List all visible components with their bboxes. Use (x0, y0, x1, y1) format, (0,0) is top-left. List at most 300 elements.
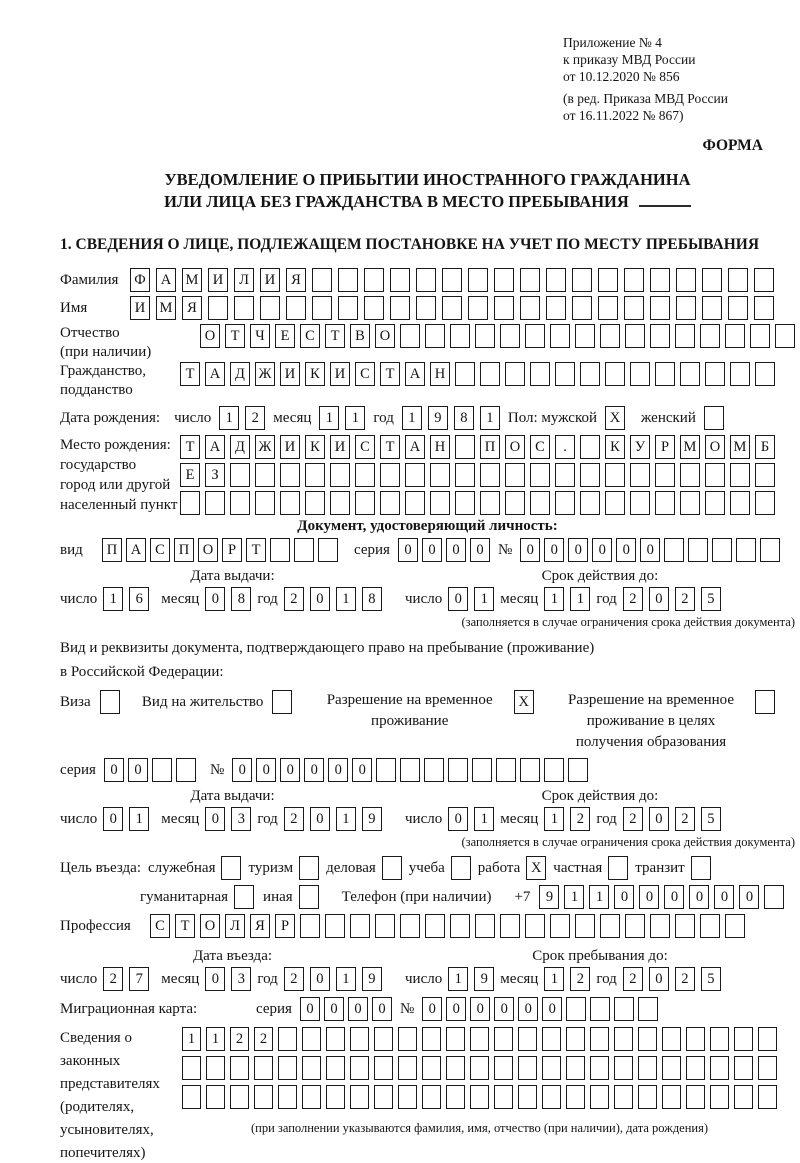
char-cell[interactable] (605, 362, 625, 386)
char-cell[interactable] (405, 463, 425, 487)
char-cell[interactable] (425, 914, 445, 938)
char-cell[interactable] (500, 914, 520, 938)
char-cell[interactable] (446, 1056, 465, 1080)
char-cell[interactable]: А (205, 435, 225, 459)
char-cell[interactable] (260, 296, 280, 320)
char-cell[interactable] (730, 362, 750, 386)
char-cell[interactable]: 0 (300, 997, 320, 1021)
char-cell[interactable]: И (330, 435, 350, 459)
char-cell[interactable] (280, 463, 300, 487)
char-cell[interactable]: Д (230, 362, 250, 386)
char-cell[interactable] (520, 296, 540, 320)
char-cell[interactable] (500, 324, 520, 348)
char-cell[interactable] (710, 1056, 729, 1080)
char-cell[interactable] (600, 324, 620, 348)
char-cell[interactable]: Т (380, 435, 400, 459)
char-cell[interactable]: 1 (544, 967, 564, 991)
char-cell[interactable] (480, 491, 500, 515)
char-cell[interactable]: А (126, 538, 146, 562)
char-cell[interactable] (380, 491, 400, 515)
char-cell[interactable]: 1 (402, 406, 422, 430)
char-cell[interactable] (710, 1027, 729, 1051)
char-cell[interactable] (758, 1056, 777, 1080)
char-cell[interactable] (700, 914, 720, 938)
char-cell[interactable] (330, 463, 350, 487)
char-cell[interactable] (430, 463, 450, 487)
char-cell[interactable] (525, 324, 545, 348)
char-cell[interactable] (530, 463, 550, 487)
char-cell[interactable]: 0 (544, 538, 564, 562)
char-cell[interactable] (590, 997, 610, 1021)
char-cell[interactable]: 0 (422, 538, 442, 562)
char-cell[interactable] (580, 463, 600, 487)
char-cell[interactable] (650, 296, 670, 320)
char-cell[interactable] (380, 463, 400, 487)
char-cell[interactable] (470, 1027, 489, 1051)
char-cell[interactable] (598, 268, 618, 292)
char-cell[interactable] (555, 463, 575, 487)
char-cell[interactable]: 2 (623, 807, 643, 831)
char-cell[interactable] (664, 538, 684, 562)
char-cell[interactable]: 1 (336, 807, 356, 831)
char-cell[interactable]: 8 (362, 587, 382, 611)
char-cell[interactable] (686, 1056, 705, 1080)
char-cell[interactable]: О (200, 324, 220, 348)
char-cell[interactable] (630, 362, 650, 386)
char-cell[interactable] (655, 491, 675, 515)
char-cell[interactable]: И (130, 296, 150, 320)
char-cell[interactable] (688, 538, 708, 562)
char-cell[interactable] (442, 296, 462, 320)
char-cell[interactable]: 9 (362, 967, 382, 991)
char-cell[interactable]: 0 (205, 807, 225, 831)
char-cell[interactable]: 0 (328, 758, 348, 782)
char-cell[interactable] (455, 362, 475, 386)
char-cell[interactable] (302, 1027, 321, 1051)
char-cell[interactable]: О (375, 324, 395, 348)
char-cell[interactable] (206, 1056, 225, 1080)
char-cell[interactable] (520, 758, 540, 782)
char-cell[interactable] (542, 1056, 561, 1080)
char-cell[interactable]: О (705, 435, 725, 459)
char-cell[interactable] (350, 1056, 369, 1080)
char-cell[interactable] (312, 268, 332, 292)
char-cell[interactable]: 9 (362, 807, 382, 831)
char-cell[interactable] (318, 538, 338, 562)
char-cell[interactable] (294, 538, 314, 562)
char-cell[interactable]: 1 (544, 587, 564, 611)
char-cell[interactable] (712, 538, 732, 562)
char-cell[interactable] (455, 463, 475, 487)
char-cell[interactable] (754, 268, 774, 292)
char-cell[interactable] (422, 1085, 441, 1109)
char-cell[interactable]: А (156, 268, 176, 292)
char-cell[interactable] (544, 758, 564, 782)
char-cell[interactable]: 0 (103, 807, 123, 831)
char-cell[interactable] (270, 538, 290, 562)
char-cell[interactable] (605, 491, 625, 515)
char-cell[interactable]: 1 (336, 967, 356, 991)
char-cell[interactable]: Н (430, 435, 450, 459)
checkbox-cell[interactable] (272, 690, 292, 714)
char-cell[interactable]: 0 (689, 885, 709, 909)
char-cell[interactable] (472, 758, 492, 782)
char-cell[interactable]: 0 (104, 758, 124, 782)
char-cell[interactable] (152, 758, 172, 782)
char-cell[interactable] (326, 1027, 345, 1051)
checkbox-cell[interactable]: X (514, 690, 534, 714)
char-cell[interactable] (614, 1056, 633, 1080)
char-cell[interactable]: 0 (470, 538, 490, 562)
char-cell[interactable]: 1 (480, 406, 500, 430)
char-cell[interactable] (446, 1085, 465, 1109)
char-cell[interactable]: 1 (103, 587, 123, 611)
char-cell[interactable]: 0 (739, 885, 759, 909)
char-cell[interactable] (305, 491, 325, 515)
char-cell[interactable] (300, 914, 320, 938)
char-cell[interactable]: 0 (639, 885, 659, 909)
checkbox-cell[interactable] (704, 406, 724, 430)
char-cell[interactable] (350, 1085, 369, 1109)
char-cell[interactable] (566, 1056, 585, 1080)
char-cell[interactable] (430, 491, 450, 515)
char-cell[interactable] (734, 1085, 753, 1109)
char-cell[interactable] (550, 914, 570, 938)
char-cell[interactable]: 2 (103, 967, 123, 991)
char-cell[interactable] (730, 491, 750, 515)
char-cell[interactable] (755, 491, 775, 515)
char-cell[interactable]: 1 (589, 885, 609, 909)
char-cell[interactable] (530, 362, 550, 386)
checkbox-cell[interactable] (608, 856, 628, 880)
char-cell[interactable]: Т (175, 914, 195, 938)
char-cell[interactable]: 5 (701, 807, 721, 831)
char-cell[interactable] (208, 296, 228, 320)
char-cell[interactable] (728, 268, 748, 292)
char-cell[interactable] (206, 1085, 225, 1109)
char-cell[interactable] (566, 1085, 585, 1109)
char-cell[interactable] (542, 1085, 561, 1109)
char-cell[interactable] (446, 1027, 465, 1051)
char-cell[interactable] (390, 268, 410, 292)
char-cell[interactable] (422, 1027, 441, 1051)
char-cell[interactable]: 0 (518, 997, 538, 1021)
char-cell[interactable]: К (605, 435, 625, 459)
char-cell[interactable] (675, 324, 695, 348)
char-cell[interactable]: О (505, 435, 525, 459)
char-cell[interactable] (655, 463, 675, 487)
char-cell[interactable] (655, 362, 675, 386)
char-cell[interactable] (312, 296, 332, 320)
char-cell[interactable] (705, 463, 725, 487)
char-cell[interactable] (234, 296, 254, 320)
char-cell[interactable] (614, 1027, 633, 1051)
char-cell[interactable] (364, 296, 384, 320)
char-cell[interactable]: Ж (255, 435, 275, 459)
char-cell[interactable] (494, 268, 514, 292)
char-cell[interactable] (455, 491, 475, 515)
char-cell[interactable] (278, 1085, 297, 1109)
char-cell[interactable] (542, 1027, 561, 1051)
char-cell[interactable] (398, 1056, 417, 1080)
char-cell[interactable] (400, 324, 420, 348)
char-cell[interactable]: 0 (649, 967, 669, 991)
checkbox-cell[interactable] (299, 885, 319, 909)
char-cell[interactable]: Н (430, 362, 450, 386)
char-cell[interactable] (455, 435, 475, 459)
char-cell[interactable]: У (630, 435, 650, 459)
char-cell[interactable]: 0 (128, 758, 148, 782)
checkbox-cell[interactable] (451, 856, 471, 880)
char-cell[interactable]: 0 (649, 807, 669, 831)
char-cell[interactable] (650, 914, 670, 938)
char-cell[interactable] (375, 914, 395, 938)
char-cell[interactable] (625, 914, 645, 938)
char-cell[interactable] (760, 538, 780, 562)
char-cell[interactable]: 0 (640, 538, 660, 562)
char-cell[interactable] (572, 296, 592, 320)
char-cell[interactable] (470, 1085, 489, 1109)
char-cell[interactable]: 7 (129, 967, 149, 991)
char-cell[interactable]: 2 (230, 1027, 249, 1051)
char-cell[interactable] (566, 1027, 585, 1051)
char-cell[interactable] (624, 296, 644, 320)
char-cell[interactable] (686, 1027, 705, 1051)
char-cell[interactable] (638, 1085, 657, 1109)
char-cell[interactable]: 1 (206, 1027, 225, 1051)
char-cell[interactable] (600, 914, 620, 938)
char-cell[interactable] (725, 914, 745, 938)
char-cell[interactable] (350, 914, 370, 938)
char-cell[interactable] (230, 1085, 249, 1109)
char-cell[interactable] (278, 1056, 297, 1080)
char-cell[interactable] (755, 463, 775, 487)
char-cell[interactable] (448, 758, 468, 782)
char-cell[interactable]: Ф (130, 268, 150, 292)
char-cell[interactable]: 0 (352, 758, 372, 782)
char-cell[interactable]: Б (755, 435, 775, 459)
char-cell[interactable]: 8 (231, 587, 251, 611)
char-cell[interactable]: И (208, 268, 228, 292)
char-cell[interactable] (205, 491, 225, 515)
char-cell[interactable] (176, 758, 196, 782)
char-cell[interactable] (662, 1056, 681, 1080)
char-cell[interactable] (518, 1027, 537, 1051)
char-cell[interactable]: 0 (324, 997, 344, 1021)
char-cell[interactable] (494, 296, 514, 320)
char-cell[interactable]: 9 (474, 967, 494, 991)
char-cell[interactable] (758, 1027, 777, 1051)
char-cell[interactable] (624, 268, 644, 292)
char-cell[interactable]: 0 (398, 538, 418, 562)
char-cell[interactable]: 2 (284, 587, 304, 611)
char-cell[interactable]: 0 (494, 997, 514, 1021)
char-cell[interactable] (494, 1056, 513, 1080)
char-cell[interactable]: Т (325, 324, 345, 348)
char-cell[interactable] (505, 463, 525, 487)
char-cell[interactable] (705, 362, 725, 386)
char-cell[interactable] (546, 296, 566, 320)
char-cell[interactable] (590, 1027, 609, 1051)
char-cell[interactable]: 2 (284, 967, 304, 991)
char-cell[interactable]: 1 (448, 967, 468, 991)
char-cell[interactable]: Т (180, 435, 200, 459)
char-cell[interactable]: 0 (304, 758, 324, 782)
char-cell[interactable] (605, 463, 625, 487)
char-cell[interactable] (750, 324, 770, 348)
char-cell[interactable] (255, 463, 275, 487)
char-cell[interactable] (302, 1056, 321, 1080)
char-cell[interactable] (305, 463, 325, 487)
char-cell[interactable]: 9 (428, 406, 448, 430)
char-cell[interactable] (580, 435, 600, 459)
char-cell[interactable] (572, 268, 592, 292)
char-cell[interactable]: И (280, 435, 300, 459)
char-cell[interactable]: 2 (675, 587, 695, 611)
char-cell[interactable] (364, 268, 384, 292)
checkbox-cell[interactable] (221, 856, 241, 880)
char-cell[interactable]: С (355, 435, 375, 459)
char-cell[interactable] (555, 362, 575, 386)
char-cell[interactable] (505, 362, 525, 386)
char-cell[interactable] (182, 1056, 201, 1080)
char-cell[interactable] (416, 268, 436, 292)
char-cell[interactable] (376, 758, 396, 782)
char-cell[interactable]: К (305, 435, 325, 459)
char-cell[interactable]: П (480, 435, 500, 459)
char-cell[interactable] (475, 324, 495, 348)
char-cell[interactable] (338, 296, 358, 320)
char-cell[interactable]: 1 (564, 885, 584, 909)
char-cell[interactable] (566, 997, 586, 1021)
char-cell[interactable] (638, 1056, 657, 1080)
char-cell[interactable] (390, 296, 410, 320)
char-cell[interactable] (398, 1085, 417, 1109)
char-cell[interactable]: С (355, 362, 375, 386)
char-cell[interactable] (630, 463, 650, 487)
char-cell[interactable]: 0 (446, 997, 466, 1021)
char-cell[interactable] (680, 463, 700, 487)
char-cell[interactable] (450, 914, 470, 938)
char-cell[interactable] (374, 1085, 393, 1109)
char-cell[interactable]: Т (180, 362, 200, 386)
char-cell[interactable]: 2 (570, 967, 590, 991)
char-cell[interactable] (598, 296, 618, 320)
char-cell[interactable] (468, 296, 488, 320)
char-cell[interactable] (676, 268, 696, 292)
char-cell[interactable] (355, 491, 375, 515)
char-cell[interactable]: 1 (474, 587, 494, 611)
checkbox-cell[interactable]: X (526, 856, 546, 880)
char-cell[interactable] (230, 1056, 249, 1080)
char-cell[interactable] (374, 1027, 393, 1051)
char-cell[interactable] (755, 362, 775, 386)
char-cell[interactable]: Д (230, 435, 250, 459)
checkbox-cell[interactable] (299, 856, 319, 880)
char-cell[interactable]: 0 (310, 967, 330, 991)
char-cell[interactable] (638, 1027, 657, 1051)
char-cell[interactable]: 1 (570, 587, 590, 611)
char-cell[interactable]: 1 (474, 807, 494, 831)
char-cell[interactable]: 2 (570, 807, 590, 831)
char-cell[interactable]: С (150, 914, 170, 938)
checkbox-cell[interactable] (382, 856, 402, 880)
char-cell[interactable] (525, 914, 545, 938)
char-cell[interactable] (686, 1085, 705, 1109)
char-cell[interactable]: 1 (319, 406, 339, 430)
checkbox-cell[interactable] (100, 690, 120, 714)
char-cell[interactable]: Т (380, 362, 400, 386)
char-cell[interactable] (505, 491, 525, 515)
char-cell[interactable] (518, 1056, 537, 1080)
char-cell[interactable]: В (350, 324, 370, 348)
char-cell[interactable]: Е (275, 324, 295, 348)
char-cell[interactable]: А (405, 362, 425, 386)
char-cell[interactable] (350, 1027, 369, 1051)
char-cell[interactable]: Т (246, 538, 266, 562)
char-cell[interactable]: Я (250, 914, 270, 938)
char-cell[interactable] (330, 491, 350, 515)
char-cell[interactable] (286, 296, 306, 320)
char-cell[interactable]: З (205, 463, 225, 487)
checkbox-cell[interactable] (691, 856, 711, 880)
char-cell[interactable] (530, 491, 550, 515)
checkbox-cell[interactable]: X (605, 406, 625, 430)
char-cell[interactable] (520, 268, 540, 292)
checkbox-cell[interactable] (234, 885, 254, 909)
char-cell[interactable]: 0 (614, 885, 634, 909)
char-cell[interactable] (650, 268, 670, 292)
char-cell[interactable] (180, 491, 200, 515)
char-cell[interactable]: 0 (310, 587, 330, 611)
char-cell[interactable] (580, 362, 600, 386)
char-cell[interactable]: 0 (422, 997, 442, 1021)
char-cell[interactable]: О (200, 914, 220, 938)
char-cell[interactable] (494, 1027, 513, 1051)
char-cell[interactable] (650, 324, 670, 348)
char-cell[interactable]: 1 (182, 1027, 201, 1051)
char-cell[interactable] (568, 758, 588, 782)
char-cell[interactable]: 2 (245, 406, 265, 430)
char-cell[interactable]: 1 (544, 807, 564, 831)
char-cell[interactable]: Л (234, 268, 254, 292)
char-cell[interactable]: М (680, 435, 700, 459)
char-cell[interactable] (754, 296, 774, 320)
char-cell[interactable]: К (305, 362, 325, 386)
char-cell[interactable]: 0 (280, 758, 300, 782)
char-cell[interactable]: Я (286, 268, 306, 292)
char-cell[interactable]: И (280, 362, 300, 386)
char-cell[interactable]: Р (222, 538, 242, 562)
char-cell[interactable]: П (174, 538, 194, 562)
char-cell[interactable] (676, 296, 696, 320)
char-cell[interactable] (734, 1056, 753, 1080)
char-cell[interactable]: 0 (592, 538, 612, 562)
char-cell[interactable] (518, 1085, 537, 1109)
char-cell[interactable] (422, 1056, 441, 1080)
char-cell[interactable]: 2 (623, 967, 643, 991)
char-cell[interactable]: 0 (205, 967, 225, 991)
char-cell[interactable] (546, 268, 566, 292)
char-cell[interactable]: 0 (446, 538, 466, 562)
char-cell[interactable] (702, 296, 722, 320)
char-cell[interactable]: 1 (219, 406, 239, 430)
char-cell[interactable]: 0 (310, 807, 330, 831)
char-cell[interactable]: Л (225, 914, 245, 938)
char-cell[interactable] (400, 914, 420, 938)
char-cell[interactable]: 3 (231, 807, 251, 831)
char-cell[interactable]: 0 (542, 997, 562, 1021)
